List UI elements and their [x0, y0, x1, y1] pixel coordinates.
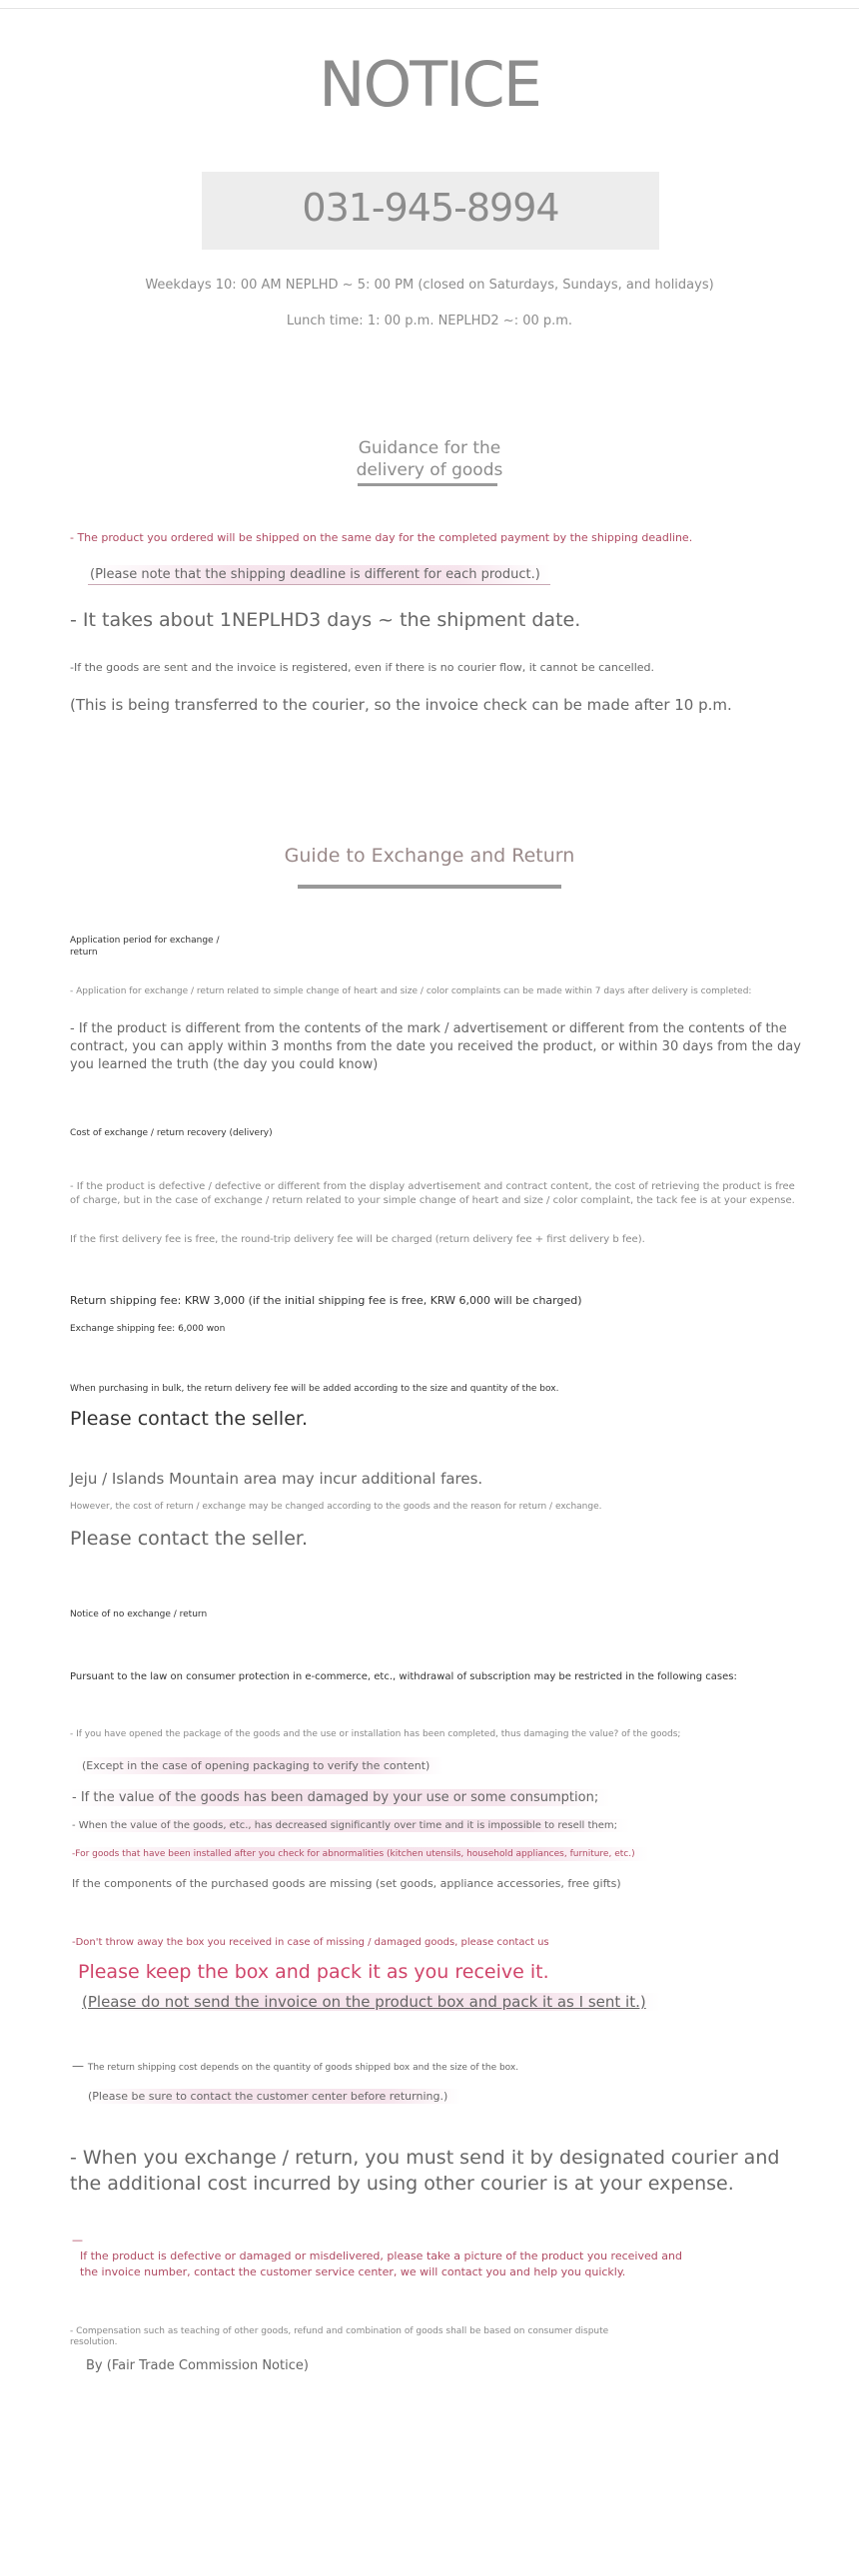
- ship-text-1: [72, 2059, 518, 2073]
- cost-text-1: [70, 1180, 795, 1208]
- phone-number: 031-945-8994: [302, 186, 559, 230]
- box-text-3: (Please do not send the invoice on the product box and pack it as I sent it.): [80, 1993, 660, 2011]
- period-label-line2: return: [70, 948, 98, 958]
- defect-text-line2: the invoice number, contact the customer service center, we will contact you and help you quickly.: [80, 2265, 626, 2278]
- business-hours: Weekdays 10: 00 AM NEPLHD ~ 5: 00 PM (closed on Saturdays, Sundays, and holidays): [145, 278, 714, 293]
- case-4: - When the value of the goods, etc., has decreased significantly over time and it is impossible to resell them;: [70, 1819, 629, 1832]
- delivery-text-3: - It takes about 1NEPLHD3 days ~ the shipment date.: [70, 609, 581, 631]
- cost-label: Cost of exchange / return recovery (delivery): [70, 1128, 273, 1138]
- return-fee: Return shipping fee: KRW 3,000 (if the initial shipping fee is free, KRW 6,000 will be charged): [70, 1294, 582, 1307]
- period-label-line1: Application period for exchange /: [70, 936, 220, 946]
- delivery-text-5: (This is being transferred to the courier, so the invoice check can be made after 10 p.m.: [70, 696, 732, 714]
- case-6: If the components of the purchased goods are missing (set goods, appliance accessories, free gifts): [72, 1877, 621, 1890]
- delivery-heading-underline: [358, 483, 497, 486]
- jeju-text: Jeju / Islands Mountain area may incur additional fares.: [70, 1470, 483, 1488]
- period-text-2: [70, 1020, 801, 1074]
- compensation-text-line1: - Compensation such as teaching of other goods, refund and combination of goods shall be based on consumer dispute: [70, 2326, 609, 2336]
- period-text-2-line1: - If the product is different from the contents of the mark / advertisement or different from the contents of the: [70, 1021, 787, 1036]
- delivery-text-2: (Please note that the shipping deadline is different for each product.): [88, 565, 550, 585]
- page-title: NOTICE: [319, 48, 540, 121]
- ship-text-2: (Please be sure to contact the customer center before returning.): [86, 2089, 461, 2104]
- box-text-2: Please keep the box and pack it as you receive it.: [78, 1961, 549, 1983]
- cost-text-2: If the first delivery fee is free, the round-trip delivery fee will be charged (return delivery fee + first delivery b fee).: [70, 1234, 645, 1245]
- bulk-text: When purchasing in bulk, the return delivery fee will be added according to the size and quantity of the box.: [70, 1384, 559, 1394]
- top-divider: [0, 8, 859, 9]
- delivery-heading-line1: Guidance for the: [358, 438, 501, 458]
- period-text-2-line3: you learned the truth (the day you could know): [70, 1057, 379, 1072]
- case-5: -For goods that have been installed after you check for abnormalities (kitchen utensils, household appliances, furniture, etc.): [70, 1847, 649, 1861]
- exchange-heading-underline: [298, 885, 561, 889]
- exchange-fee: Exchange shipping fee: 6,000 won: [70, 1324, 226, 1334]
- compensation-text-line2: resolution.: [70, 2337, 118, 2347]
- period-text-2-line2: contract, you can apply within 3 months from the date you received the product, or within 30 days from the day: [70, 1039, 801, 1054]
- case-1: - If you have opened the package of the goods and the use or installation has been completed, thus damaging the value? of the goods;: [70, 1729, 681, 1739]
- defect-dash: —: [72, 2234, 83, 2247]
- lunch-time: Lunch time: 1: 00 p.m. NEPLHD2 ~: 00 p.m.: [286, 314, 573, 328]
- delivery-heading-line2: delivery of goods: [356, 460, 503, 480]
- case-2: (Except in the case of opening packaging to verify the content): [76, 1757, 443, 1774]
- cost-text-1-line1: - If the product is defective / defective or different from the display advertisement and contract content, the cost of retrieving the product is free: [70, 1181, 795, 1192]
- case-3: - If the value of the goods has been damaged by your use or some consumption;: [70, 1789, 610, 1806]
- ftc-notice: By (Fair Trade Commission Notice): [86, 2358, 309, 2373]
- contact-seller-2: Please contact the seller.: [70, 1528, 309, 1550]
- law-text: Pursuant to the law on consumer protection in e-commerce, etc., withdrawal of subscription may be restricted in the following cases:: [70, 1671, 737, 1682]
- defect-text: [72, 2233, 682, 2280]
- courier-text: [70, 2145, 779, 2197]
- delivery-heading: [0, 437, 859, 481]
- ship-text-1-body: The return shipping cost depends on the quantity of goods shipped box and the size of the box.: [87, 2063, 519, 2073]
- defect-text-line1: If the product is defective or damaged or misdelivered, please take a picture of the product you received and: [80, 2250, 682, 2262]
- courier-text-line1: - When you exchange / return, you must send it by designated courier and: [70, 2147, 780, 2169]
- cost-text-1-line2: of charge, but in the case of exchange / return related to your simple change of heart and size / color complaint, the tack fee is at your expense.: [70, 1195, 795, 1206]
- period-label: [70, 935, 219, 959]
- box-text-1: -Don't throw away the box you received in case of missing / damaged goods, please contact us: [72, 1937, 549, 1948]
- courier-text-line2: the additional cost incurred by using other courier is at your expense.: [70, 2173, 734, 2195]
- compensation-text: [70, 2326, 608, 2348]
- ship-dash: —: [72, 2059, 88, 2073]
- no-exchange-label: Notice of no exchange / return: [70, 1610, 208, 1619]
- period-text-1: - Application for exchange / return related to simple change of heart and size / color complaints can be made within 7 days after delivery is completed:: [70, 986, 752, 996]
- contact-seller-1: Please contact the seller.: [70, 1408, 309, 1430]
- exchange-heading: Guide to Exchange and Return: [284, 845, 575, 867]
- delivery-text-1: - The product you ordered will be shipped on the same day for the completed payment by the shipping deadline.: [70, 531, 693, 544]
- delivery-text-4: -If the goods are sent and the invoice is registered, even if there is no courier flow, it cannot be cancelled.: [70, 661, 655, 674]
- however-text: However, the cost of return / exchange may be changed according to the goods and the reason for return / exchange.: [70, 1502, 602, 1512]
